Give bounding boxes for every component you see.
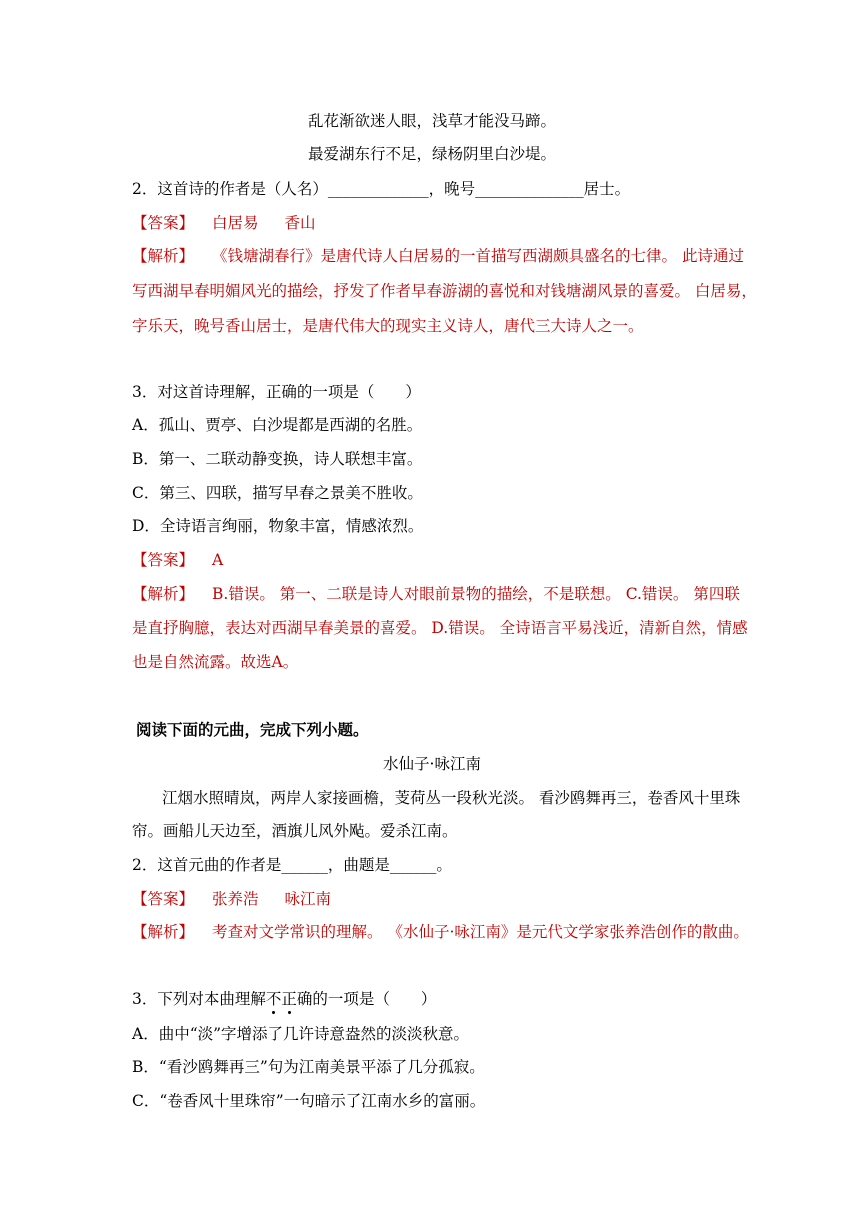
analysis-tag: 【解析】 xyxy=(132,585,195,603)
qu-text-line-1: 江烟水照晴岚，两岸人家接画檐，芰荷丛一段秋光淡。 看沙鸥舞再三，卷香风十里珠 xyxy=(162,789,741,807)
answer-value: A xyxy=(212,551,224,569)
analysis-text: 考查对文学常识的理解。 《水仙子·咏江南》是元代文学家张养浩创作的散曲。 xyxy=(212,923,749,941)
q2-analysis-line-1 xyxy=(132,245,744,267)
poem-line-2: 最爱湖东行不足，绿杨阴里白沙堤。 xyxy=(307,145,556,163)
q3-option-b: B．第一、二联动静变换，诗人联想丰富。 xyxy=(132,450,423,468)
answer-tag: 【答案】 xyxy=(132,214,195,232)
answer-value-2: 香山 xyxy=(284,214,316,232)
q3-option-c: C．第三、四联，描写早春之景美不胜收。 xyxy=(132,484,423,502)
q3b-option-b: B．“看沙鸥舞再三”句为江南美景平添了几分孤寂。 xyxy=(132,1058,485,1076)
q2b-answer xyxy=(132,888,732,910)
q2-question: 2．这首诗的作者是（人名）_____________，晚号______________居士。 xyxy=(132,180,631,198)
poem-line-1: 乱花渐欲迷人眼，浅草才能没马蹄。 xyxy=(307,112,556,130)
q3b-question xyxy=(132,988,732,1010)
answer-tag: 【答案】 xyxy=(132,551,195,569)
q2b-analysis xyxy=(132,921,749,943)
q3-option-d: D．全诗语言绚丽，物象丰富，情感浓烈。 xyxy=(132,517,424,535)
q2-analysis-line-2: 写西湖早春明媚风光的描绘，抒发了作者早春游湖的喜悦和对钱塘湖风景的喜爱。 白居易， xyxy=(132,282,757,300)
emphasis-char-2: 正 xyxy=(281,990,297,1008)
q3-question: 3．对这首诗理解，正确的一项是（ ） xyxy=(132,383,421,401)
qu-text-line-2: 帘。画船儿天边至，酒旗儿风外飐。爱杀江南。 xyxy=(132,822,458,840)
q3b-option-a: A．曲中“淡”字增添了几许诗意盎然的淡淡秋意。 xyxy=(132,1025,470,1043)
q3-option-a: A．孤山、贾亭、白沙堤都是西湖的名胜。 xyxy=(132,416,423,434)
q3b-option-c: C．“卷香风十里珠帘”一句暗示了江南水乡的富丽。 xyxy=(132,1092,486,1110)
question-text-pre: 3．下列对本曲理解 xyxy=(132,990,266,1008)
qu-title: 水仙子·咏江南 xyxy=(383,755,481,773)
q2-analysis-line-3: 字乐天，晚号香山居士，是唐代伟大的现实主义诗人，唐代三大诗人之一。 xyxy=(132,317,644,335)
analysis-tag: 【解析】 xyxy=(132,923,195,941)
analysis-text: B.错误。 第一、二联是诗人对眼前景物的描绘，不是联想。 C.错误。 第四联 xyxy=(212,585,740,603)
q3-analysis-line-1 xyxy=(132,583,740,605)
analysis-tag: 【解析】 xyxy=(132,247,195,265)
q3-analysis-line-2: 是直抒胸臆，表达对西湖早春美景的喜爱。 D.错误。 全诗语言平易浅近，清新自然，情感 xyxy=(132,619,748,637)
answer-value-1: 白居易 xyxy=(212,214,259,232)
answer-value-1: 张养浩 xyxy=(212,890,259,908)
section-instruction: 阅读下面的元曲，完成下列小题。 xyxy=(136,720,369,739)
answer-tag: 【答案】 xyxy=(132,890,195,908)
question-text-post: 确的一项是（ ） xyxy=(296,990,437,1008)
emphasis-char-1: 不 xyxy=(265,990,282,1008)
answer-value-2: 咏江南 xyxy=(284,890,332,908)
q2b-question: 2．这首元曲的作者是______，曲题是______。 xyxy=(132,856,452,874)
q2-answer xyxy=(132,212,732,234)
analysis-text: 《钱塘湖春行》是唐代诗人白居易的一首描写西湖颇具盛名的七律。 此诗通过 xyxy=(212,247,744,265)
q3-answer xyxy=(132,549,732,571)
q3-analysis-line-3: 也是自然流露。故选A。 xyxy=(132,653,299,671)
